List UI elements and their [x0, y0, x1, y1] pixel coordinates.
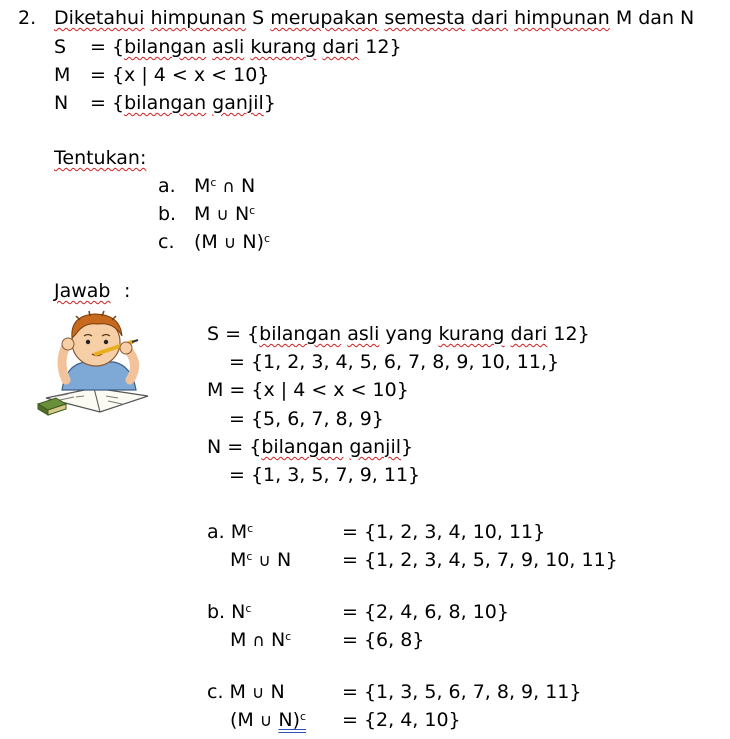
complement-mark: c — [285, 630, 292, 643]
part-c-row1-label — [207, 680, 285, 705]
answer-N-line1 — [207, 435, 413, 459]
union-op: ∪ — [251, 683, 265, 703]
complement-mark: c — [249, 204, 256, 217]
task-b-expr — [194, 202, 255, 227]
def-S-value — [90, 35, 402, 59]
word: yang — [385, 323, 433, 345]
part-c-row2-value: = {2, 4, 10} — [342, 709, 461, 731]
word: bilangan — [124, 92, 207, 114]
equals: = — [90, 92, 106, 114]
answer-S-line2: = {1, 2, 3, 4, 5, 6, 7, 8, 9, 10, 11,} — [229, 351, 560, 373]
answer-colon: : — [124, 280, 131, 302]
word: asli — [212, 36, 245, 58]
word: 12 — [365, 36, 390, 58]
set: N — [277, 549, 292, 571]
word: merupakan — [270, 7, 379, 29]
word: himpunan — [150, 7, 247, 29]
part-b-row1-label — [207, 600, 251, 624]
brace-close: } — [263, 92, 276, 114]
task-a-expr — [194, 174, 255, 199]
def-S-symbol: S — [54, 36, 67, 58]
word: ganjil — [349, 436, 402, 458]
union-op: ∪ — [259, 711, 273, 731]
def-M-value — [90, 63, 269, 87]
word: ganjil — [212, 92, 264, 114]
set: M — [194, 175, 211, 197]
intersection-op: ∩ — [222, 177, 235, 197]
brace-close: } — [401, 436, 414, 458]
brace-close: } — [389, 36, 402, 58]
word: dari — [471, 7, 509, 29]
set: N — [234, 203, 250, 225]
word: semesta — [384, 7, 466, 29]
word: himpunan — [514, 7, 610, 29]
part-a-row2-label — [230, 548, 291, 573]
set: N — [270, 681, 285, 703]
word: M dan N — [615, 7, 695, 29]
equals: = — [90, 64, 106, 86]
set: M — [230, 549, 247, 571]
word: bilangan — [259, 323, 342, 345]
set: N — [241, 175, 256, 197]
task-a-letter: a. — [158, 175, 176, 197]
intersection-op: ∩ — [252, 631, 265, 651]
part-a-row2-value: = {1, 2, 3, 4, 5, 7, 9, 10, 11} — [342, 549, 618, 571]
complement-mark: c — [210, 176, 217, 189]
set: N) — [242, 231, 264, 253]
union-op: ∪ — [258, 551, 271, 571]
word: Diketahui — [54, 7, 145, 29]
word: kurang — [250, 36, 317, 58]
part-c-row2-label — [230, 708, 306, 733]
def-N-value — [90, 91, 276, 115]
label: a. M — [207, 521, 248, 543]
complement-mark: c — [246, 550, 253, 563]
task-b-letter: b. — [158, 203, 177, 225]
complement-mark: c — [264, 232, 271, 245]
def-M-symbol: M — [54, 64, 71, 86]
part-a-row1-value: = {1, 2, 3, 4, 10, 11} — [342, 521, 546, 543]
part-b-row2-value: = {6, 8} — [342, 629, 425, 651]
prefix: S = { — [207, 323, 260, 345]
answer-N-line2: = {1, 3, 5, 7, 9, 11} — [229, 464, 421, 486]
word: S — [252, 7, 265, 29]
word: asli — [347, 323, 380, 345]
label: b. N — [207, 601, 246, 623]
task-label: Tentukan: — [54, 147, 147, 169]
set: N — [270, 629, 286, 651]
word: dari — [322, 36, 360, 58]
equals: = — [90, 36, 106, 58]
question-number: 2. — [18, 7, 37, 29]
part-c-row1-value: = {1, 3, 5, 6, 7, 8, 9, 11} — [342, 681, 582, 703]
set: (M — [230, 709, 254, 731]
set: M — [230, 629, 247, 651]
answer-S-line1 — [207, 322, 590, 346]
def-N-symbol: N — [54, 92, 69, 114]
answer-label: Jawab — [54, 280, 111, 302]
word: bilangan — [124, 36, 207, 58]
question-text — [54, 6, 694, 30]
answer-M-line1: M = {x | 4 < x < 10} — [207, 379, 409, 401]
word: bilangan — [261, 436, 344, 458]
part-b-row2-label — [230, 628, 291, 653]
set-builder: {x | 4 < x < 10} — [111, 64, 270, 86]
complement-mark: c — [245, 602, 252, 615]
task-c-letter: c. — [158, 231, 175, 253]
complement-mark: c — [247, 522, 254, 535]
union-op: ∪ — [216, 205, 229, 225]
prefix: N = { — [207, 436, 262, 458]
part-a-row1-label — [207, 520, 253, 544]
student-thinking-illustration — [36, 308, 154, 426]
word: kurang — [438, 323, 505, 345]
word: 12} — [553, 323, 590, 345]
task-c-expr — [194, 230, 270, 255]
set: M — [194, 203, 211, 225]
label: c. M — [207, 681, 246, 703]
word: dari — [510, 323, 548, 345]
part-b-row1-value: = {2, 4, 6, 8, 10} — [342, 601, 509, 623]
brace-open: { — [111, 92, 125, 114]
brace-open: { — [111, 36, 125, 58]
union-op: ∪ — [223, 233, 237, 253]
complement-mark: c — [300, 710, 307, 723]
answer-M-line2: = {5, 6, 7, 8, 9} — [229, 408, 384, 430]
set: (M — [194, 231, 218, 253]
set: N) — [278, 709, 300, 731]
